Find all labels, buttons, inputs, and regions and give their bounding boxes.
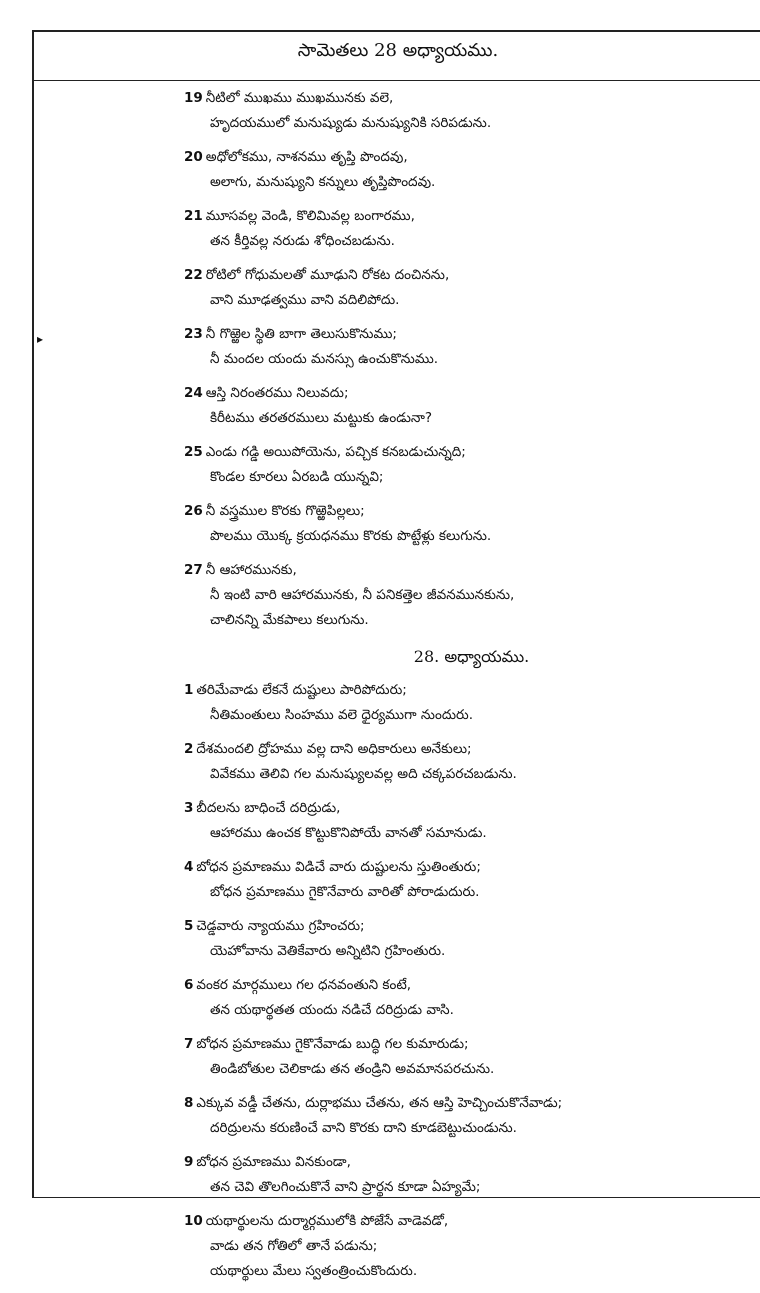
verse-text: తరిమేవాడు లేకనే దుష్టులు పారిపోదురు; xyxy=(196,682,407,698)
verse-line xyxy=(184,381,759,406)
verse-text: వాని మూఢత్వము వాని వదిలిపోదు. xyxy=(210,292,400,308)
verse-number: 24 xyxy=(184,385,203,401)
verse-text: బీదలను బాధించే దరిద్రుడు, xyxy=(196,800,341,816)
verse xyxy=(184,86,759,136)
chapter-27-verses xyxy=(184,86,759,1293)
verse xyxy=(184,737,759,787)
verse-text: ఆహారము ఉంచక కొట్టుకొనిపోయే వానతో సమానుడు. xyxy=(210,825,487,841)
verse-text: బోధన ప్రమాణము గైకొనేవారు వారితో పోరాడుదురు. xyxy=(210,884,480,900)
verse-number: 2 xyxy=(184,741,194,757)
verse-line xyxy=(184,322,759,347)
verse-text: నీతిమంతులు సింహము వలె ధైర్యముగా నుందురు. xyxy=(210,707,473,723)
verse-text: చాలినన్ని మేకపాలు కలుగును. xyxy=(210,612,369,628)
verse-number: 3 xyxy=(184,800,194,816)
verse-number: 25 xyxy=(184,444,203,460)
page-header xyxy=(34,40,760,74)
verse-number: 1 xyxy=(184,682,194,698)
verse-line xyxy=(184,880,759,905)
verse-line xyxy=(184,1057,759,1082)
verse-text: చెడ్డవారు న్యాయము గ్రహించరు; xyxy=(196,918,365,934)
verse-text: ఎక్కువ వడ్డీ చేతను, దుర్లాభము చేతను, తన ఆస్తి హెచ్చించుకొనేవాడు; xyxy=(196,1095,563,1111)
verse-text: వంకర మార్గములు గల ధనవంతుని కంటే, xyxy=(196,977,412,993)
verse-text: నీ ఇంటి వారి ఆహారమునకు, నీ పనికత్తెల జీవనమునకును, xyxy=(210,587,515,603)
verse-line xyxy=(184,796,759,821)
verse-text: హృదయములో మనుష్యుడు మనుష్యునికి సరిపడును. xyxy=(210,115,492,131)
verse-line xyxy=(184,406,759,431)
verse-line xyxy=(184,204,759,229)
verse-text: దేశమందలి ద్రోహము వల్ల దాని అధికారులు అనేకులు; xyxy=(196,741,472,757)
verse-text: వాడు తన గోతిలో తానే పడును; xyxy=(210,1238,378,1254)
verse-line xyxy=(184,263,759,288)
header-rule xyxy=(34,80,760,81)
verse-line xyxy=(184,499,759,524)
verse-line xyxy=(184,524,759,549)
verse-number: 7 xyxy=(184,1036,194,1052)
verse-line xyxy=(184,440,759,465)
verse-text: వివేకము తెలివి గల మనుష్యులవల్ల అది చక్కపరచబడును. xyxy=(210,766,517,782)
verse-text: దరిద్రులను కరుణించే వాని కొరకు దాని కూడబెట్టుచుండును. xyxy=(210,1120,517,1136)
verse-line xyxy=(184,678,759,703)
verse-text: నీ వస్త్రముల కొరకు గొఱ్ఱెపిల్లలు; xyxy=(205,503,365,519)
chapter-28-verses xyxy=(184,678,759,1284)
verse xyxy=(184,796,759,846)
verse-line xyxy=(184,939,759,964)
verse xyxy=(184,322,759,372)
verse-line xyxy=(184,1150,759,1175)
verse-text: నీ ఆహారమునకు, xyxy=(205,562,297,578)
verse-text: ఆస్తి నిరంతరము నిలువదు; xyxy=(205,385,349,401)
verse-line xyxy=(184,288,759,313)
verse-text: రోటిలో గోధుమలతో మూఢుని రోకట దంచినను, xyxy=(205,267,450,283)
verse-number: 26 xyxy=(184,503,203,519)
verse-line xyxy=(184,347,759,372)
verse-line xyxy=(184,1032,759,1057)
verse-number: 20 xyxy=(184,149,203,165)
verse-number: 8 xyxy=(184,1095,194,1111)
verse xyxy=(184,1032,759,1082)
verse-text: నీ మందల యందు మనస్సు ఉంచుకొనుము. xyxy=(210,351,439,367)
verse xyxy=(184,558,759,633)
verse-line xyxy=(184,855,759,880)
verse xyxy=(184,1150,759,1200)
verse-text: యథార్థులు మేలు స్వతంత్రించుకొందురు. xyxy=(210,1263,418,1279)
verse-text: పొలము యొక్క క్రయధనము కొరకు పొట్టేళ్లు కలుగును. xyxy=(210,528,492,544)
verse-text: తన యథార్థతత యందు నడిచే దరిద్రుడు వాసి. xyxy=(210,1002,454,1018)
top-rule xyxy=(34,30,760,32)
bottom-rule xyxy=(34,1197,760,1198)
margin-mark: ▸ xyxy=(37,332,44,346)
verse-text: తన చెవి తొలగించుకొనే వాని ప్రార్థన కూడా ఏహ్యమే; xyxy=(210,1179,481,1195)
verse-line xyxy=(184,1259,759,1284)
verse-line xyxy=(184,1091,759,1116)
verse-text: నీ గొఱ్ఱెల స్థితి బాగా తెలుసుకొనుము; xyxy=(205,326,397,342)
verse-number: 27 xyxy=(184,562,203,578)
verse-number: 21 xyxy=(184,208,203,224)
verse-number: 9 xyxy=(184,1154,194,1170)
verse xyxy=(184,440,759,490)
verse-number: 22 xyxy=(184,267,203,283)
verse xyxy=(184,381,759,431)
verse-text: అధోలోకము, నాశనము తృప్తి పొందవు, xyxy=(205,149,408,165)
verse-text: బోధన ప్రమాణము విడిచే వారు దుష్టులను స్తుతింతురు; xyxy=(196,859,481,875)
verse-number: 10 xyxy=(184,1213,203,1229)
verse-text: తిండిబోతుల చెలికాడు తన తండ్రిని అవమానపరచును. xyxy=(210,1061,495,1077)
verse-line xyxy=(184,608,759,633)
verse xyxy=(184,1209,759,1284)
verse xyxy=(184,1091,759,1141)
verse-line xyxy=(184,583,759,608)
verse-text: అలాగు, మనుష్యుని కన్నులు తృప్తిపొందవు. xyxy=(210,174,436,190)
page xyxy=(32,30,760,1279)
chapter-title: 28. అధ్యాయము. xyxy=(413,647,530,666)
verse-text: బోధన ప్రమాణము గైకొనేవాడు బుద్ధి గల కుమారుడు; xyxy=(196,1036,469,1052)
verse xyxy=(184,263,759,313)
verse-line xyxy=(184,111,759,136)
verse xyxy=(184,499,759,549)
verse-line xyxy=(184,229,759,254)
verse-number: 4 xyxy=(184,859,194,875)
verse xyxy=(184,973,759,1023)
page-title: సామెతలు 28 అధ్యాయము. xyxy=(297,40,499,61)
verse-number: 19 xyxy=(184,90,203,106)
verse-line xyxy=(184,998,759,1023)
verse-number: 5 xyxy=(184,918,194,934)
verse xyxy=(184,855,759,905)
verse-line xyxy=(184,914,759,939)
verse-text: కొండల కూరలు ఏరబడి యున్నవి; xyxy=(210,469,384,485)
verse-line xyxy=(184,170,759,195)
verse-line xyxy=(184,86,759,111)
verse xyxy=(184,678,759,728)
verse-line xyxy=(184,1116,759,1141)
verse xyxy=(184,204,759,254)
verse-text: తన కీర్తివల్ల నరుడు శోధించబడును. xyxy=(210,233,395,249)
verse-number: 6 xyxy=(184,977,194,993)
verse xyxy=(184,145,759,195)
verse-line xyxy=(184,762,759,787)
verse-line xyxy=(184,737,759,762)
verse-text: బోధన ప్రమాణము వినకుండా, xyxy=(196,1154,351,1170)
verse-line xyxy=(184,973,759,998)
verse-line xyxy=(184,703,759,728)
verse-line xyxy=(184,145,759,170)
verse-text: యథార్థులను దుర్మార్గములోకి పోజేసే వాడెవడో, xyxy=(205,1213,449,1229)
verse-number: 23 xyxy=(184,326,203,342)
verse-text: యెహోవాను వెతికేవారు అన్నిటిని గ్రహింతురు. xyxy=(210,943,446,959)
verse-line xyxy=(184,821,759,846)
verse-text: మూసవల్ల వెండి, కొలిమివల్ల బంగారము, xyxy=(205,208,415,224)
verse xyxy=(184,914,759,964)
verse-line xyxy=(184,1209,759,1234)
verse-line xyxy=(184,465,759,490)
verse-text: ఎండు గడ్డి అయిపోయెను, పచ్చిక కనబడుచున్నది; xyxy=(205,444,466,460)
verse-line xyxy=(184,558,759,583)
verse-text: కిరీటము తరతరములు మట్టుకు ఉండునా? xyxy=(210,410,433,426)
verse-text: నీటిలో ముఖము ముఖమునకు వలె, xyxy=(205,90,394,106)
